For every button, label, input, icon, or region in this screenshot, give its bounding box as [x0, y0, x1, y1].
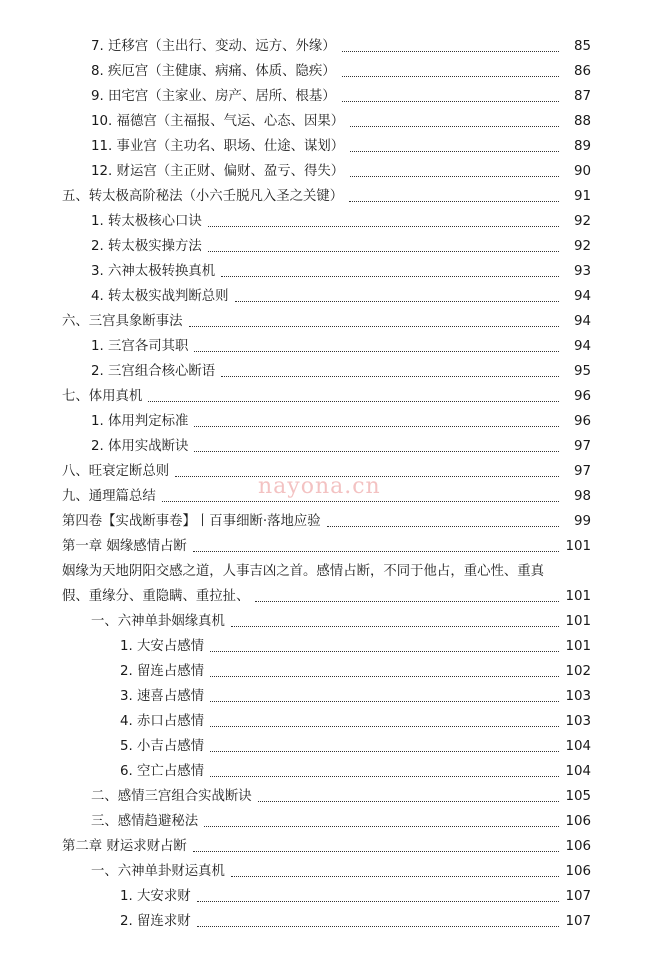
dot-leader [208, 250, 559, 252]
toc-entry-page-number: 107 [565, 914, 591, 929]
toc-entry-title: 2. 转太极实操方法 [91, 239, 202, 254]
dot-leader [350, 175, 559, 177]
dot-leader [350, 125, 559, 127]
toc-entry-page-number: 92 [573, 239, 591, 254]
dot-leader [197, 925, 559, 927]
toc-entry[interactable] [0, 284, 654, 309]
toc-entry-title: 12. 财运宫（主正财、偏财、盈亏、得失） [91, 164, 345, 179]
toc-entry[interactable] [0, 559, 654, 584]
toc-entry-page-number: 101 [565, 589, 591, 604]
toc-entry[interactable] [0, 434, 654, 459]
toc-entry-page-number: 101 [565, 539, 591, 554]
dot-leader [197, 900, 559, 902]
toc-entry-page-number: 101 [565, 614, 591, 629]
toc-entry-title: 4. 赤口占感情 [120, 714, 204, 729]
toc-entry-title: 7. 迁移宫（主出行、变动、远方、外缘） [91, 39, 336, 54]
dot-leader [210, 775, 559, 777]
dot-leader [255, 600, 559, 602]
dot-leader [210, 750, 559, 752]
toc-entry[interactable] [0, 34, 654, 59]
toc-entry-page-number: 103 [565, 714, 591, 729]
toc-entry[interactable] [0, 784, 654, 809]
toc-entry-title: 11. 事业宫（主功名、职场、仕途、谋划） [91, 139, 345, 154]
dot-leader [342, 100, 559, 102]
toc-entry[interactable] [0, 884, 654, 909]
dot-leader [231, 875, 559, 877]
toc-entry[interactable] [0, 159, 654, 184]
toc-entry[interactable] [0, 659, 654, 684]
toc-entry[interactable] [0, 909, 654, 934]
toc-entry-page-number: 94 [573, 314, 591, 329]
dot-leader [235, 300, 559, 302]
toc-entry[interactable] [0, 409, 654, 434]
dot-leader [210, 675, 559, 677]
toc-entry[interactable] [0, 709, 654, 734]
toc-entry-page-number: 87 [573, 89, 591, 104]
toc-entry-title: 9. 田宅宫（主家业、房产、居所、根基） [91, 89, 336, 104]
toc-entry-page-number: 94 [573, 339, 591, 354]
toc-entry-page-number: 106 [565, 839, 591, 854]
toc-entry[interactable] [0, 84, 654, 109]
toc-entry-page-number: 91 [573, 189, 591, 204]
toc-entry-title: 4. 转太极实战判断总则 [91, 289, 229, 304]
toc-entry-page-number: 106 [565, 864, 591, 879]
dot-leader [350, 150, 559, 152]
toc-entry[interactable] [0, 184, 654, 209]
toc-entry-page-number: 101 [565, 639, 591, 654]
toc-entry[interactable] [0, 359, 654, 384]
dot-leader [208, 225, 559, 227]
dot-leader [162, 500, 559, 502]
toc-entry-page-number: 96 [573, 389, 591, 404]
toc-entry-title: 1. 体用判定标准 [91, 414, 189, 429]
dot-leader [194, 425, 559, 427]
toc-entry-title: 二、感情三宫组合实战断诀 [91, 789, 252, 804]
toc-entry-page-number: 86 [573, 64, 591, 79]
toc-entry-page-number: 92 [573, 214, 591, 229]
toc-entry-page-number: 96 [573, 414, 591, 429]
toc-entry-page-number: 95 [573, 364, 591, 379]
toc-entry-title: 1. 转太极核心口诀 [91, 214, 202, 229]
toc-entry-title: 2. 三宫组合核心断语 [91, 364, 216, 379]
toc-entry-title: 2. 留连求财 [120, 914, 191, 929]
toc-entry[interactable] [0, 209, 654, 234]
toc-entry-title: 九、通理篇总结 [62, 489, 156, 504]
toc-entry-title: 2. 体用实战断诀 [91, 439, 189, 454]
toc-entry[interactable] [0, 859, 654, 884]
toc-entry[interactable] [0, 109, 654, 134]
dot-leader [342, 50, 559, 52]
dot-leader [258, 800, 559, 802]
toc-entry-page-number: 88 [573, 114, 591, 129]
dot-leader [349, 200, 559, 202]
toc-entry[interactable] [0, 234, 654, 259]
toc-entry-page-number: 89 [573, 139, 591, 154]
dot-leader [342, 75, 559, 77]
toc-entry-title: 第二章 财运求财占断 [62, 839, 187, 854]
toc-entry-page-number: 104 [565, 764, 591, 779]
dot-leader [194, 450, 559, 452]
toc-entry[interactable] [0, 609, 654, 634]
toc-entry-title: 三、感情趋避秘法 [91, 814, 199, 829]
toc-entry-page-number: 97 [573, 439, 591, 454]
toc-entry-page-number: 94 [573, 289, 591, 304]
dot-leader [193, 550, 559, 552]
toc-entry-title: 五、转太极高阶秘法（小六壬脱凡入圣之关键） [62, 189, 344, 204]
toc-entry-page-number: 103 [565, 689, 591, 704]
dot-leader [193, 850, 559, 852]
toc-entry[interactable] [0, 834, 654, 859]
toc-entry-title: 六、三宫具象断事法 [62, 314, 183, 329]
toc-entry-title: 第四卷【实战断事卷】丨百事细断·落地应验 [62, 514, 321, 529]
toc-entry[interactable] [0, 809, 654, 834]
toc-entry-page-number: 106 [565, 814, 591, 829]
dot-leader [221, 275, 559, 277]
toc-entry[interactable] [0, 134, 654, 159]
dot-leader [210, 725, 559, 727]
toc-entry-page-number: 93 [573, 264, 591, 279]
toc-entry-page-number: 85 [573, 39, 591, 54]
dot-leader [204, 825, 559, 827]
watermark: nayona.cn [258, 474, 381, 499]
dot-leader [210, 700, 559, 702]
toc-entry-title: 第一章 姻缘感情占断 [62, 539, 187, 554]
toc-entry-title: 3. 速喜占感情 [120, 689, 204, 704]
toc-entry-title: 姻缘为天地阴阳交感之道，人事吉凶之首。感情占断，不同于他占，重心性、重真 [62, 564, 545, 579]
toc-entry[interactable] [0, 534, 654, 559]
dot-leader [189, 325, 559, 327]
toc-entry-title: 1. 大安占感情 [120, 639, 204, 654]
toc-entry-page-number: 99 [573, 514, 591, 529]
toc-entry[interactable] [0, 759, 654, 784]
toc-entry-title: 假、重缘分、重隐瞒、重拉扯、 [62, 589, 250, 604]
toc-entry-page-number: 97 [573, 464, 591, 479]
toc-entry[interactable] [0, 584, 654, 609]
toc-entry-title: 1. 三宫各司其职 [91, 339, 189, 354]
toc-entry[interactable] [0, 634, 654, 659]
toc-entry-title: 5. 小吉占感情 [120, 739, 204, 754]
toc-entry-title: 6. 空亡占感情 [120, 764, 204, 779]
dot-leader [327, 525, 559, 527]
toc-entry[interactable] [0, 334, 654, 359]
toc-entry-page-number: 102 [565, 664, 591, 679]
dot-leader [210, 650, 559, 652]
dot-leader [148, 400, 559, 402]
toc-entry-title: 一、六神单卦财运真机 [91, 864, 225, 879]
dot-leader [194, 350, 559, 352]
toc-entry-title: 七、体用真机 [62, 389, 143, 404]
toc-entry-page-number: 105 [565, 789, 591, 804]
toc-entry-page-number: 104 [565, 739, 591, 754]
toc-entry-page-number: 90 [573, 164, 591, 179]
toc-entry[interactable] [0, 259, 654, 284]
toc-entry[interactable] [0, 309, 654, 334]
toc-entry-title: 1. 大安求财 [120, 889, 191, 904]
toc-entry-title: 2. 留连占感情 [120, 664, 204, 679]
toc-entry[interactable] [0, 734, 654, 759]
toc-entry-page-number: 98 [573, 489, 591, 504]
toc-entry[interactable] [0, 509, 654, 534]
toc-entry-title: 8. 疾厄宫（主健康、病痛、体质、隐疾） [91, 64, 336, 79]
toc-entry[interactable] [0, 384, 654, 409]
toc-entry-title: 10. 福德宫（主福报、气运、心态、因果） [91, 114, 345, 129]
dot-leader [231, 625, 559, 627]
toc-entry-title: 3. 六神太极转换真机 [91, 264, 216, 279]
toc-entry-title: 一、六神单卦姻缘真机 [91, 614, 225, 629]
toc-entry-title: 八、旺衰定断总则 [62, 464, 170, 479]
toc-entry[interactable] [0, 684, 654, 709]
toc-entry-page-number: 107 [565, 889, 591, 904]
dot-leader [221, 375, 559, 377]
toc-entry[interactable] [0, 59, 654, 84]
